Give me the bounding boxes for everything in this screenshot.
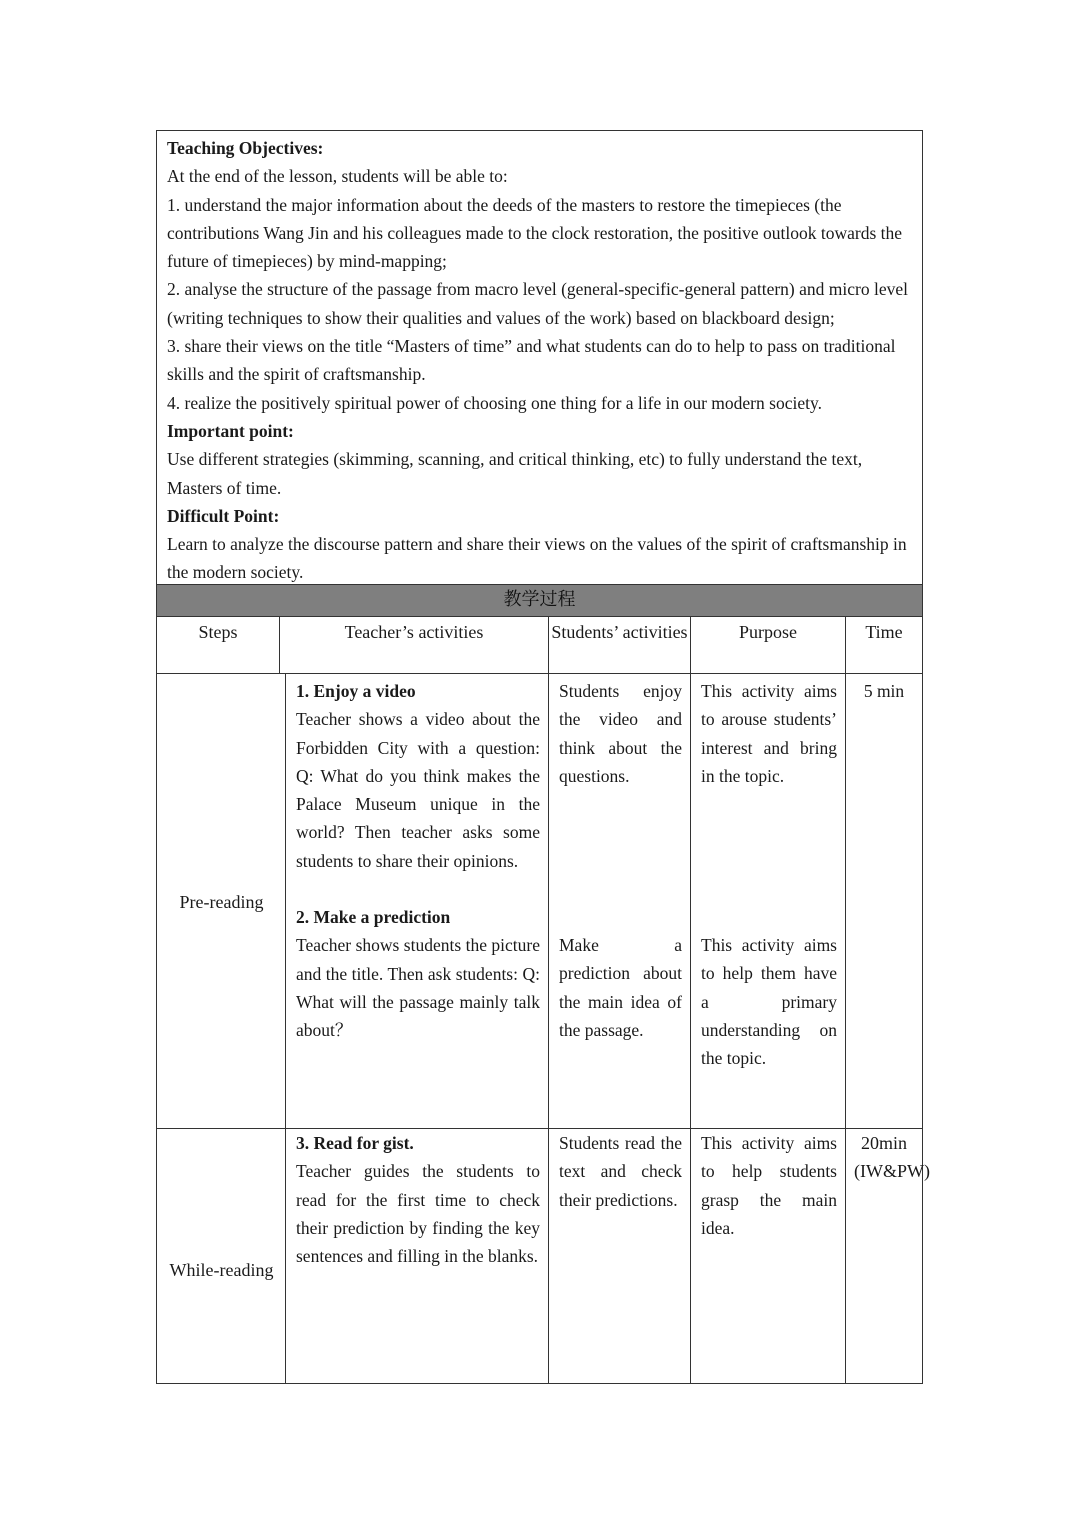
time-cell-while-reading [845,1128,930,1384]
objective-item: 2. analyse the structure of the passage from macro level (general-specific-general pattern) and micro level (writing techniques to show their qualities and values of the work) based on blackboard design; [167,279,908,328]
teacher-activity-text: Teacher shows students the picture and the title. Then ask students: Q: What will the passage mainly talk about？ [296,935,540,1041]
important-heading: Important point: [167,420,294,441]
teacher-cell-pre-reading [285,674,549,1129]
activity-block [296,677,540,875]
lesson-plan-sheet [156,130,930,1384]
purpose-text: This activity aims to arouse students’ interest and bring in the topic. [701,681,837,786]
activity-title: 2. Make a prediction [296,907,451,928]
difficult-heading: Difficult Point: [167,505,280,526]
students-activity-text: Make a prediction about the main idea of the passage. [559,935,682,1040]
purpose-cell-pre-reading [690,674,846,1129]
column-header-purpose: Purpose [690,616,846,674]
column-header-steps: Steps [156,616,280,674]
objective-item: 4. realize the positively spiritual power of choosing one thing for a life in our modern society. [167,392,822,413]
activity-block [296,1129,540,1270]
purpose-text: This activity aims to help students grasp the main idea. [701,1133,837,1238]
teacher-cell-while-reading [285,1128,549,1384]
objective-item: 1. understand the major information about the deeds of the masters to restore the timepieces (the contributions Wang Jin and his colleagues made to the clock restoration, the positive outlook towards the future of timepieces) by mind-mapping; [167,194,903,272]
step-cell-while-reading [156,1128,286,1384]
purpose-cell-while-reading [690,1128,846,1384]
activity-block [296,903,540,1044]
important-text: Use different strategies (skimming, scanning, and critical thinking, etc) to fully understand the text, Masters of time. [167,449,863,498]
column-header-teacher: Teacher’s activities [279,616,549,674]
objectives-section [156,130,923,585]
objectives-heading: Teaching Objectives: [167,138,324,158]
column-header-time: Time [845,616,923,674]
activity-title: 3. Read for gist. [296,1133,414,1153]
time-value: 20min (IW&PW) [854,1133,930,1182]
teacher-activity-text: Teacher shows a video about the Forbidden City with a question: Q: What do you think makes the Palace Museum unique in the world? Then teacher asks some students to share their opinions. [296,709,540,871]
activity-title: 1. Enjoy a video [296,681,416,701]
column-header-students: Students’ activities [548,616,691,674]
purpose-text: This activity aims to help them have a primary understanding on the topic. [701,935,837,1069]
students-activity-text: Students read the text and check their predictions. [559,1133,682,1210]
step-label: While-reading [169,1260,274,1280]
time-value: 5 min [863,681,905,701]
objective-item: 3. share their views on the title “Masters of time” and what students can do to help to pass on traditional skills and the spirit of craftsmanship. [167,336,896,385]
time-cell-pre-reading [845,674,923,1129]
difficult-text: Learn to analyze the discourse pattern and share their views on the values of the spirit of craftsmanship in the modern society. [167,534,907,583]
students-activity-text: Students enjoy the video and think about the questions. [559,681,682,786]
students-cell-pre-reading [548,674,691,1129]
students-cell-while-reading [548,1128,691,1384]
process-banner: 教学过程 [156,584,923,617]
teacher-activity-text: Teacher guides the students to read for the first time to check their prediction by finding the key sentences and filling in the blanks. [296,1161,540,1267]
step-label: Pre-reading [179,892,264,912]
step-cell-pre-reading [156,674,286,1129]
objectives-intro: At the end of the lesson, students will be able to: [167,166,508,187]
